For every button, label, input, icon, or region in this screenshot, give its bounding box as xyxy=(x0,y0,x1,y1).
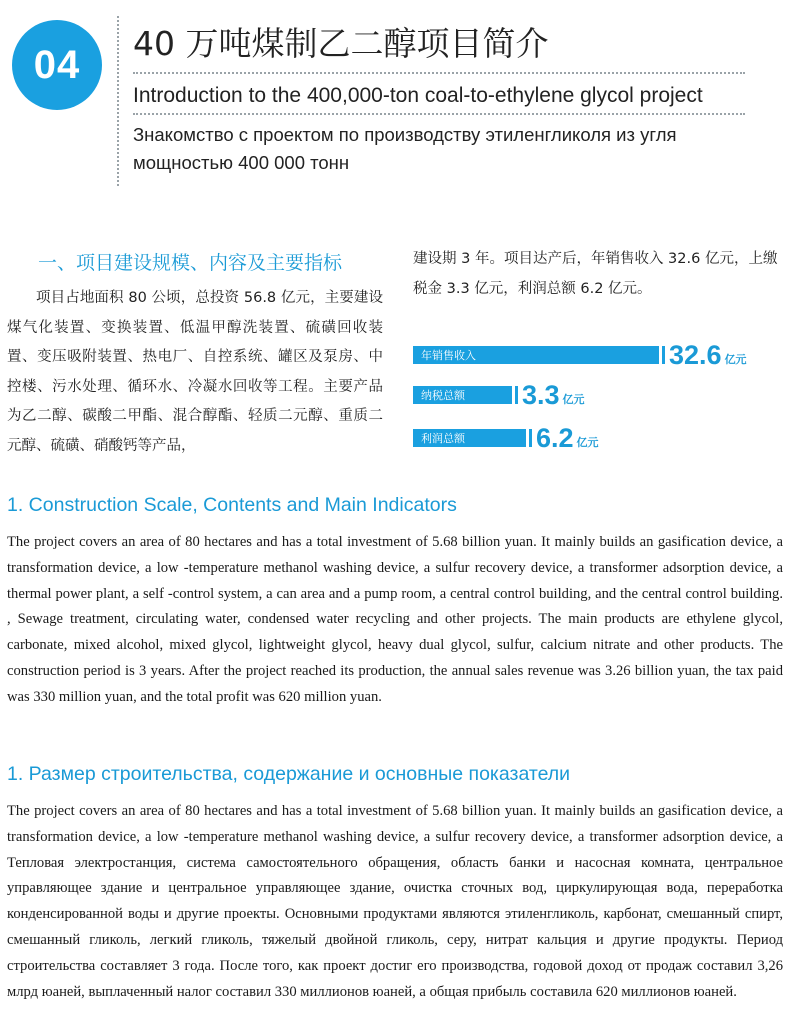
indicator-value: 3.3 xyxy=(522,380,560,410)
indicator-bar xyxy=(413,429,526,447)
indicator-bar xyxy=(413,386,512,404)
vertical-divider xyxy=(117,16,119,186)
indicator-unit: 亿元 xyxy=(724,353,747,366)
page-title-en: Introduction to the 400,000-ton coal-to-ethylene glycol project xyxy=(133,84,703,107)
cn-section-paragraph: 项目占地面积 80 公顷，总投资 56.8 亿元，主要建设煤气化装置、变换装置、低温甲醇洗装置、硫磺回收装置、变压吸附装置、热电厂、自控系统、罐区及泵房、中控楼、污水处理、循环水、冷凝水回收等工程。主要产品为乙二醇、碳酸二甲酯、混合醇酯、轻质二元醇、重质二元醇、硫磺、硝酸钙等产品， xyxy=(7,290,383,454)
indicator-unit: 亿元 xyxy=(562,393,585,406)
ru-section-paragraph: The project covers an area of 80 hectares and has a total investment of 5.68 billion yuan. It mainly builds an gasification device, a transformation device, a low -temperature methanol washing device, a sulfur recovery device, a transformer adsorption device, a Тепловая электростанция, система самостоятельного обращения, область банки и насосная комната, центральное управляющее здание и центральное управляющее здание, очистка сточных вод, циркулирующая вода, переработка конденсированной воды и другие проекты. Основными продуктами являются этиленгликоль, карбонат, смешанный спирт, смешанный гликоль, легкий гликоль, тяжелый двойной гликоль, серу, нитрат кальция и другие продукты. Период строительства составляет 3 года. После того, как проект достиг его производства, годовой доход от продаж составил 3,26 млрд юаней, выплаченный налог составил 330 миллионов юаней, а общая прибыль составила 620 миллионов юаней. xyxy=(7,803,783,1000)
indicator-label: 利润总额 xyxy=(421,432,465,445)
indicator-bar-tip xyxy=(515,386,518,404)
indicator-bar xyxy=(413,346,659,364)
indicator-row-sales xyxy=(413,342,747,368)
cn-section-paragraph-continued: 建设期 3 年。项目达产后，年销售收入 32.6 亿元，上缴税金 3.3 亿元，利润总额 6.2 亿元。 xyxy=(413,251,778,297)
ru-section-heading: 1. Размер строительства, содержание и основные показатели xyxy=(7,763,571,785)
title-divider-2 xyxy=(133,113,745,115)
indicator-label: 纳税总额 xyxy=(421,389,465,402)
cn-section-heading: 一、项目建设规模、内容及主要指标 xyxy=(38,252,343,274)
indicator-row-profit xyxy=(413,425,599,451)
title-divider-1 xyxy=(133,72,745,74)
indicator-bar-tip xyxy=(662,346,665,364)
page-title-cn: 40 万吨煤制乙二醇项目简介 xyxy=(133,24,549,63)
page-title-ru: Знакомство с проектом по производству этиленгликоля из угля мощностью 400 000 тонн xyxy=(133,124,677,173)
section-number-badge: 04 xyxy=(12,20,102,110)
indicator-bar-tip xyxy=(529,429,532,447)
indicator-label: 年销售收入 xyxy=(421,349,476,362)
indicator-value: 6.2 xyxy=(536,423,574,453)
en-section-paragraph: The project covers an area of 80 hectares and has a total investment of 5.68 billion yuan. It mainly builds an gasification device, a transformation device, a low -temperature methanol washing device, a sulfur recovery device, a transformer adsorption device, a thermal power plant, a self -control system, a can area and a pump room, a central control building, and the central control building. , Sewage treatment, circulating water, condensed water recycling and other projects. The main products are ethylene glycol, carbonate, mixed alcohol, mixed glycol, lightweight glycol, heavy dual glycol, sulfur, calcium nitrate and other products. The construction period is 3 years. After the project reached its production, the annual sales revenue was 3.26 billion yuan, the tax paid was 330 million yuan, and the total profit was 620 million yuan. xyxy=(7,534,783,705)
en-section-heading: 1. Construction Scale, Contents and Main Indicators xyxy=(7,494,457,516)
indicator-row-tax xyxy=(413,382,585,408)
indicator-unit: 亿元 xyxy=(576,436,599,449)
indicator-value: 32.6 xyxy=(669,340,722,370)
